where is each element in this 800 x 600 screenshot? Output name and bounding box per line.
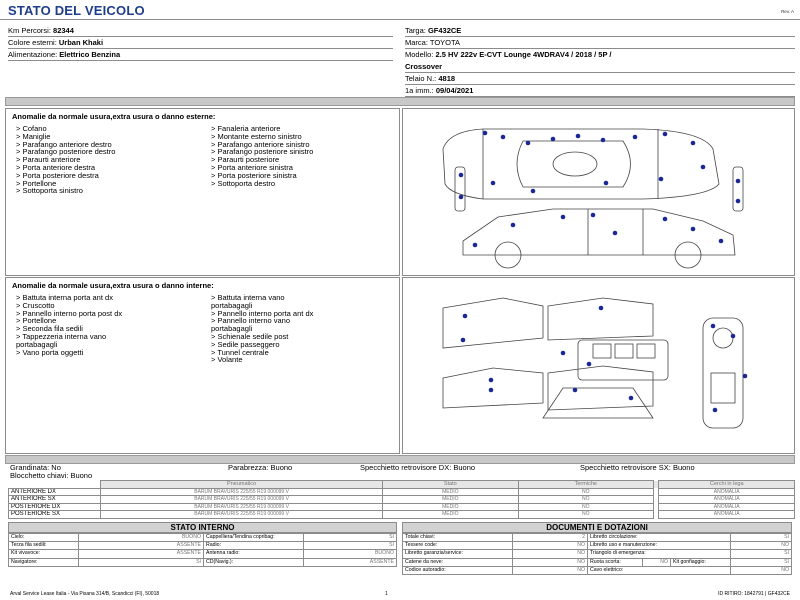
list-item: > Portellone: [16, 316, 57, 326]
table-row: [9, 511, 795, 519]
modello-row-2: Crossover: [405, 61, 795, 73]
door-panel-outline: [443, 298, 543, 348]
damage-marker: [691, 141, 696, 146]
list-item: > Porta posteriore sinistra: [211, 170, 297, 180]
stato-label: CD(Navig.):: [204, 558, 304, 566]
immatricolazione-row: 1a imm.: 09/04/2021: [405, 85, 795, 97]
table-row: [9, 496, 795, 504]
stato-value: ASSENTE: [304, 558, 397, 566]
damage-marker: [551, 137, 556, 142]
vehicle-info-right: [405, 25, 795, 97]
list-item: > Parafango anteriore destro: [16, 139, 112, 149]
list-item: portabagagli: [211, 300, 253, 310]
car-side-outline: [463, 209, 735, 255]
stato-label: Antenna radio:: [204, 550, 304, 558]
documenti-table: [402, 533, 792, 575]
list-item: > Battuta interna vano: [211, 293, 285, 302]
doc-label: Kit gonfiaggio:: [671, 558, 731, 566]
doc-value: NO: [513, 550, 588, 558]
internal-damage-markers: [461, 306, 748, 413]
tyres-header-spacer: [9, 481, 101, 489]
internal-damage-title: Anomalie da normale usura,extra usura o danno interne:: [12, 281, 214, 290]
specchietto-dx-status: Specchietto retrovisore DX: Buono: [360, 463, 476, 472]
table-row: [403, 550, 792, 558]
tyre-model: BARUM BRAVURIS 225/55 R19 000099 V: [101, 511, 383, 519]
list-item: > Paraurti anteriore: [16, 155, 81, 165]
list-item: > Parafango posteriore destro: [16, 147, 116, 157]
internal-damage-panel: [5, 277, 400, 454]
marca-row: Marca: TOYOTA: [405, 37, 795, 49]
doc-value: NO: [731, 542, 792, 550]
tyre-model: BARUM BRAVURIS 225/55 R19 000099 V: [101, 503, 383, 511]
telaio-row: Telaio N.: 4818: [405, 73, 795, 85]
list-item: > Tunnel centrale: [211, 347, 269, 357]
external-damage-title: Anomalie da normale usura,extra usura o danno esterne:: [12, 112, 216, 121]
list-item: > Porta anteriore sinistra: [211, 162, 293, 172]
list-item: > Parafango anteriore sinistro: [211, 139, 310, 149]
tyre-position: ANTERIORE SX: [9, 496, 101, 504]
doc-label: Libretto circolazione:: [588, 534, 731, 542]
parabrezza-status: Parabrezza: Buono: [228, 463, 293, 472]
list-item: > Battuta interna porta ant dx: [16, 293, 113, 302]
tyre-position: ANTERIORE DX: [9, 488, 101, 496]
modello-row: Modello: 2.5 HV 222v E-CVT Lounge 4WDRAV4 / 2018 / 5P /: [405, 50, 612, 59]
list-item: > Parafango posteriore sinistro: [211, 147, 314, 157]
damage-marker: [736, 199, 741, 204]
list-item: > Vano porta oggetti: [16, 347, 84, 357]
tyre-state: MEDIO: [383, 496, 519, 504]
list-item: > Cofano: [16, 124, 47, 133]
damage-marker: [576, 134, 581, 139]
external-damage-list-1: [16, 125, 115, 195]
stato-label: Radio:: [204, 542, 304, 550]
damage-marker: [587, 362, 592, 367]
damage-marker: [604, 181, 609, 186]
tyre-state: MEDIO: [383, 503, 519, 511]
internal-damage-list-1: [16, 294, 122, 356]
doc-value: NO: [731, 566, 792, 574]
table-row: [9, 488, 795, 496]
footer-ritiro-id: ID RITIRO: 1842791 | GF432CE: [718, 591, 790, 597]
list-item: > Pannello interno porta post dx: [16, 308, 123, 318]
damage-marker: [483, 131, 488, 136]
doc-value: SI: [731, 558, 792, 566]
stato-label: Kit vivavoce:: [9, 550, 79, 558]
doc-value: NO: [513, 566, 588, 574]
list-item: > Porta posteriore destra: [16, 170, 99, 180]
doc-label: Catene da neve:: [403, 558, 513, 566]
damage-marker: [663, 217, 668, 222]
tyres-header-row: [9, 481, 795, 489]
doc-value: NO: [643, 558, 671, 566]
damage-marker: [719, 239, 724, 244]
tyres-header-pneumatico: Pneumatico: [101, 481, 383, 489]
vehicle-info-left: [8, 25, 393, 61]
internal-car-diagram: [403, 278, 794, 453]
stato-label: Terza fila sedili:: [9, 542, 79, 550]
table-row: [9, 503, 795, 511]
door-panel-outline: [548, 298, 653, 340]
damage-marker: [713, 408, 718, 413]
tyres-table: [8, 480, 795, 519]
footer-page-number: 1: [385, 591, 388, 597]
car-rear-view: [733, 167, 743, 211]
stato-value: SI: [79, 558, 204, 566]
documenti-section: [402, 522, 792, 575]
damage-marker: [701, 165, 706, 170]
tyre-rim: ANOMALIA: [659, 496, 795, 504]
colore-row: Colore esterni: Urban Khaki: [8, 37, 393, 49]
seat-outline: [593, 344, 611, 358]
doc-label: Libretto uso e manutenzione:: [588, 542, 731, 550]
car-roof-outline: [517, 141, 631, 187]
console-outline: [711, 373, 735, 403]
stato-value: ASSENTE: [79, 542, 204, 550]
car-top-outline: [443, 129, 719, 199]
damage-marker: [599, 306, 604, 311]
list-item: > Pannello interno vano: [211, 316, 291, 326]
blocchetto-status: Blocchetto chiavi: Buono: [10, 471, 93, 480]
section-separator-bar: [5, 97, 795, 106]
damage-marker: [743, 374, 748, 379]
table-row: [9, 542, 397, 550]
stato-label: Cappelliera/Tendina copribag:: [204, 534, 304, 542]
table-row: [9, 534, 397, 542]
damage-marker: [531, 189, 536, 194]
doc-value: NO: [513, 558, 588, 566]
list-item: > Montante esterno sinistro: [211, 131, 302, 141]
stato-value: ASSENTE: [79, 550, 204, 558]
km-row: Km Percorsi: 82344: [8, 25, 393, 37]
seats-outline: [578, 340, 668, 380]
tyres-header-cerchi: Cerchi in lega: [659, 481, 795, 489]
damage-marker: [573, 388, 578, 393]
damage-marker: [711, 324, 716, 329]
external-car-diagram: [403, 109, 794, 275]
tyres-header-stato: Stato: [383, 481, 519, 489]
damage-marker: [459, 195, 464, 200]
doc-label: Ruota scorta:: [588, 558, 643, 566]
stato-label: Navigatore:: [9, 558, 79, 566]
list-item: > Paraurti posteriore: [211, 155, 280, 165]
external-damage-panel: [5, 108, 400, 276]
stato-value: BUONO: [79, 534, 204, 542]
damage-marker: [491, 181, 496, 186]
list-item: > Fanaleria anteriore: [211, 124, 281, 133]
stato-value: BUONO: [304, 550, 397, 558]
table-row: [403, 566, 792, 574]
damage-marker: [526, 141, 531, 146]
table-row: [403, 558, 792, 566]
tyre-thermal: NO: [518, 496, 654, 504]
table-row: [9, 558, 397, 566]
list-item: > Maniglie: [16, 131, 51, 141]
page-title: STATO DEL VEICOLO: [8, 3, 145, 18]
grandinata-status: Grandinata: No: [10, 463, 61, 472]
stato-interno-table: [8, 533, 397, 567]
list-item: > Volante: [211, 355, 243, 365]
targa-row: Targa: GF432CE: [405, 25, 795, 37]
tyre-state: MEDIO: [383, 488, 519, 496]
internal-damage-list-2: [211, 294, 313, 364]
tyre-rim: ANOMALIA: [659, 511, 795, 519]
tyre-model: BARUM BRAVURIS 225/55 R19 000099 V: [101, 488, 383, 496]
list-item: portabagagli: [211, 324, 253, 334]
list-item: > Schienale sedile post: [211, 331, 289, 341]
damage-marker: [731, 334, 736, 339]
footer-company: Arval Service Lease Italia - Via Pisana 314/B, Scandicci (FI), 50018: [10, 591, 160, 597]
table-row: [403, 542, 792, 550]
tyre-position: POSTERIORE SX: [9, 511, 101, 519]
revision-label: Rev. A: [781, 9, 794, 14]
stato-interno-title: STATO INTERNO: [8, 522, 397, 533]
tyre-position: POSTERIORE DX: [9, 503, 101, 511]
internal-car-diagram-panel: [402, 277, 795, 454]
doc-label: Libretto garanzia/service:: [403, 550, 513, 558]
damage-marker: [461, 338, 466, 343]
list-item: > Portellone: [16, 178, 57, 188]
steering-wheel-outline: [713, 328, 733, 348]
list-item: > Cruscotto: [16, 300, 55, 310]
damage-marker: [511, 223, 516, 228]
damage-marker: [691, 227, 696, 232]
damage-marker: [591, 213, 596, 218]
doc-value: SI: [731, 550, 792, 558]
doc-label: Triangolo di emergenza:: [588, 550, 731, 558]
tyres-header-termiche: Termiche: [518, 481, 654, 489]
external-damage-list-2: [211, 125, 313, 187]
damage-marker: [601, 138, 606, 143]
list-item: > Seconda fila sedili: [16, 324, 83, 334]
stato-label: Cielo:: [9, 534, 79, 542]
damage-marker: [659, 177, 664, 182]
documenti-title: DOCUMENTI E DOTAZIONI: [402, 522, 792, 533]
seat-outline: [637, 344, 655, 358]
seat-outline: [615, 344, 633, 358]
stato-value: SI: [304, 542, 397, 550]
alimentazione-row: Alimentazione: Elettrico Benzina: [8, 49, 393, 61]
external-car-diagram-panel: [402, 108, 795, 276]
damage-marker: [663, 132, 668, 137]
list-item: > Sottoporta sinistro: [16, 186, 83, 196]
damage-marker: [463, 314, 468, 319]
tyre-thermal: NO: [518, 503, 654, 511]
damage-marker: [473, 243, 478, 248]
table-row: [403, 534, 792, 542]
door-panel-outline: [443, 368, 543, 408]
damage-marker: [629, 396, 634, 401]
trunk-outline: [543, 388, 653, 418]
damage-marker: [561, 351, 566, 356]
doc-label: Tessere code:: [403, 542, 513, 550]
doc-label: Totale chiavi:: [403, 534, 513, 542]
tyre-rim: ANOMALIA: [659, 488, 795, 496]
tyre-state: MEDIO: [383, 511, 519, 519]
car-sunroof: [553, 152, 597, 176]
doc-value: SI: [731, 534, 792, 542]
stato-value: SI: [304, 534, 397, 542]
list-item: portabagagli: [16, 339, 58, 349]
damage-marker: [613, 231, 618, 236]
damage-marker: [561, 215, 566, 220]
table-row: [9, 550, 397, 558]
tyre-thermal: NO: [518, 511, 654, 519]
doc-label: Codice autoradio:: [403, 566, 513, 574]
tyre-thermal: NO: [518, 488, 654, 496]
damage-marker: [489, 378, 494, 383]
stato-interno-section: [8, 522, 397, 567]
list-item: > Tappezzeria interna vano: [16, 331, 107, 341]
damage-marker: [489, 388, 494, 393]
damage-marker: [459, 173, 464, 178]
doc-value: NO: [513, 542, 588, 550]
tyre-rim: ANOMALIA: [659, 503, 795, 511]
damage-marker: [633, 135, 638, 140]
list-item: > Pannello interno porta ant dx: [211, 308, 314, 318]
list-item: > Sottoporta destro: [211, 178, 275, 188]
doc-label: Cavo elettrico:: [588, 566, 731, 574]
doc-value: 2: [513, 534, 588, 542]
tyre-model: BARUM BRAVURIS 225/55 R19 000099 V: [101, 496, 383, 504]
damage-marker: [736, 179, 741, 184]
list-item: > Sedile passeggero: [211, 339, 280, 349]
specchietto-sx-status: Specchietto retrovisore SX: Buono: [580, 463, 695, 472]
list-item: > Porta anteriore destra: [16, 162, 96, 172]
external-damage-markers: [459, 131, 741, 248]
title-divider: [0, 19, 800, 20]
damage-marker: [501, 135, 506, 140]
